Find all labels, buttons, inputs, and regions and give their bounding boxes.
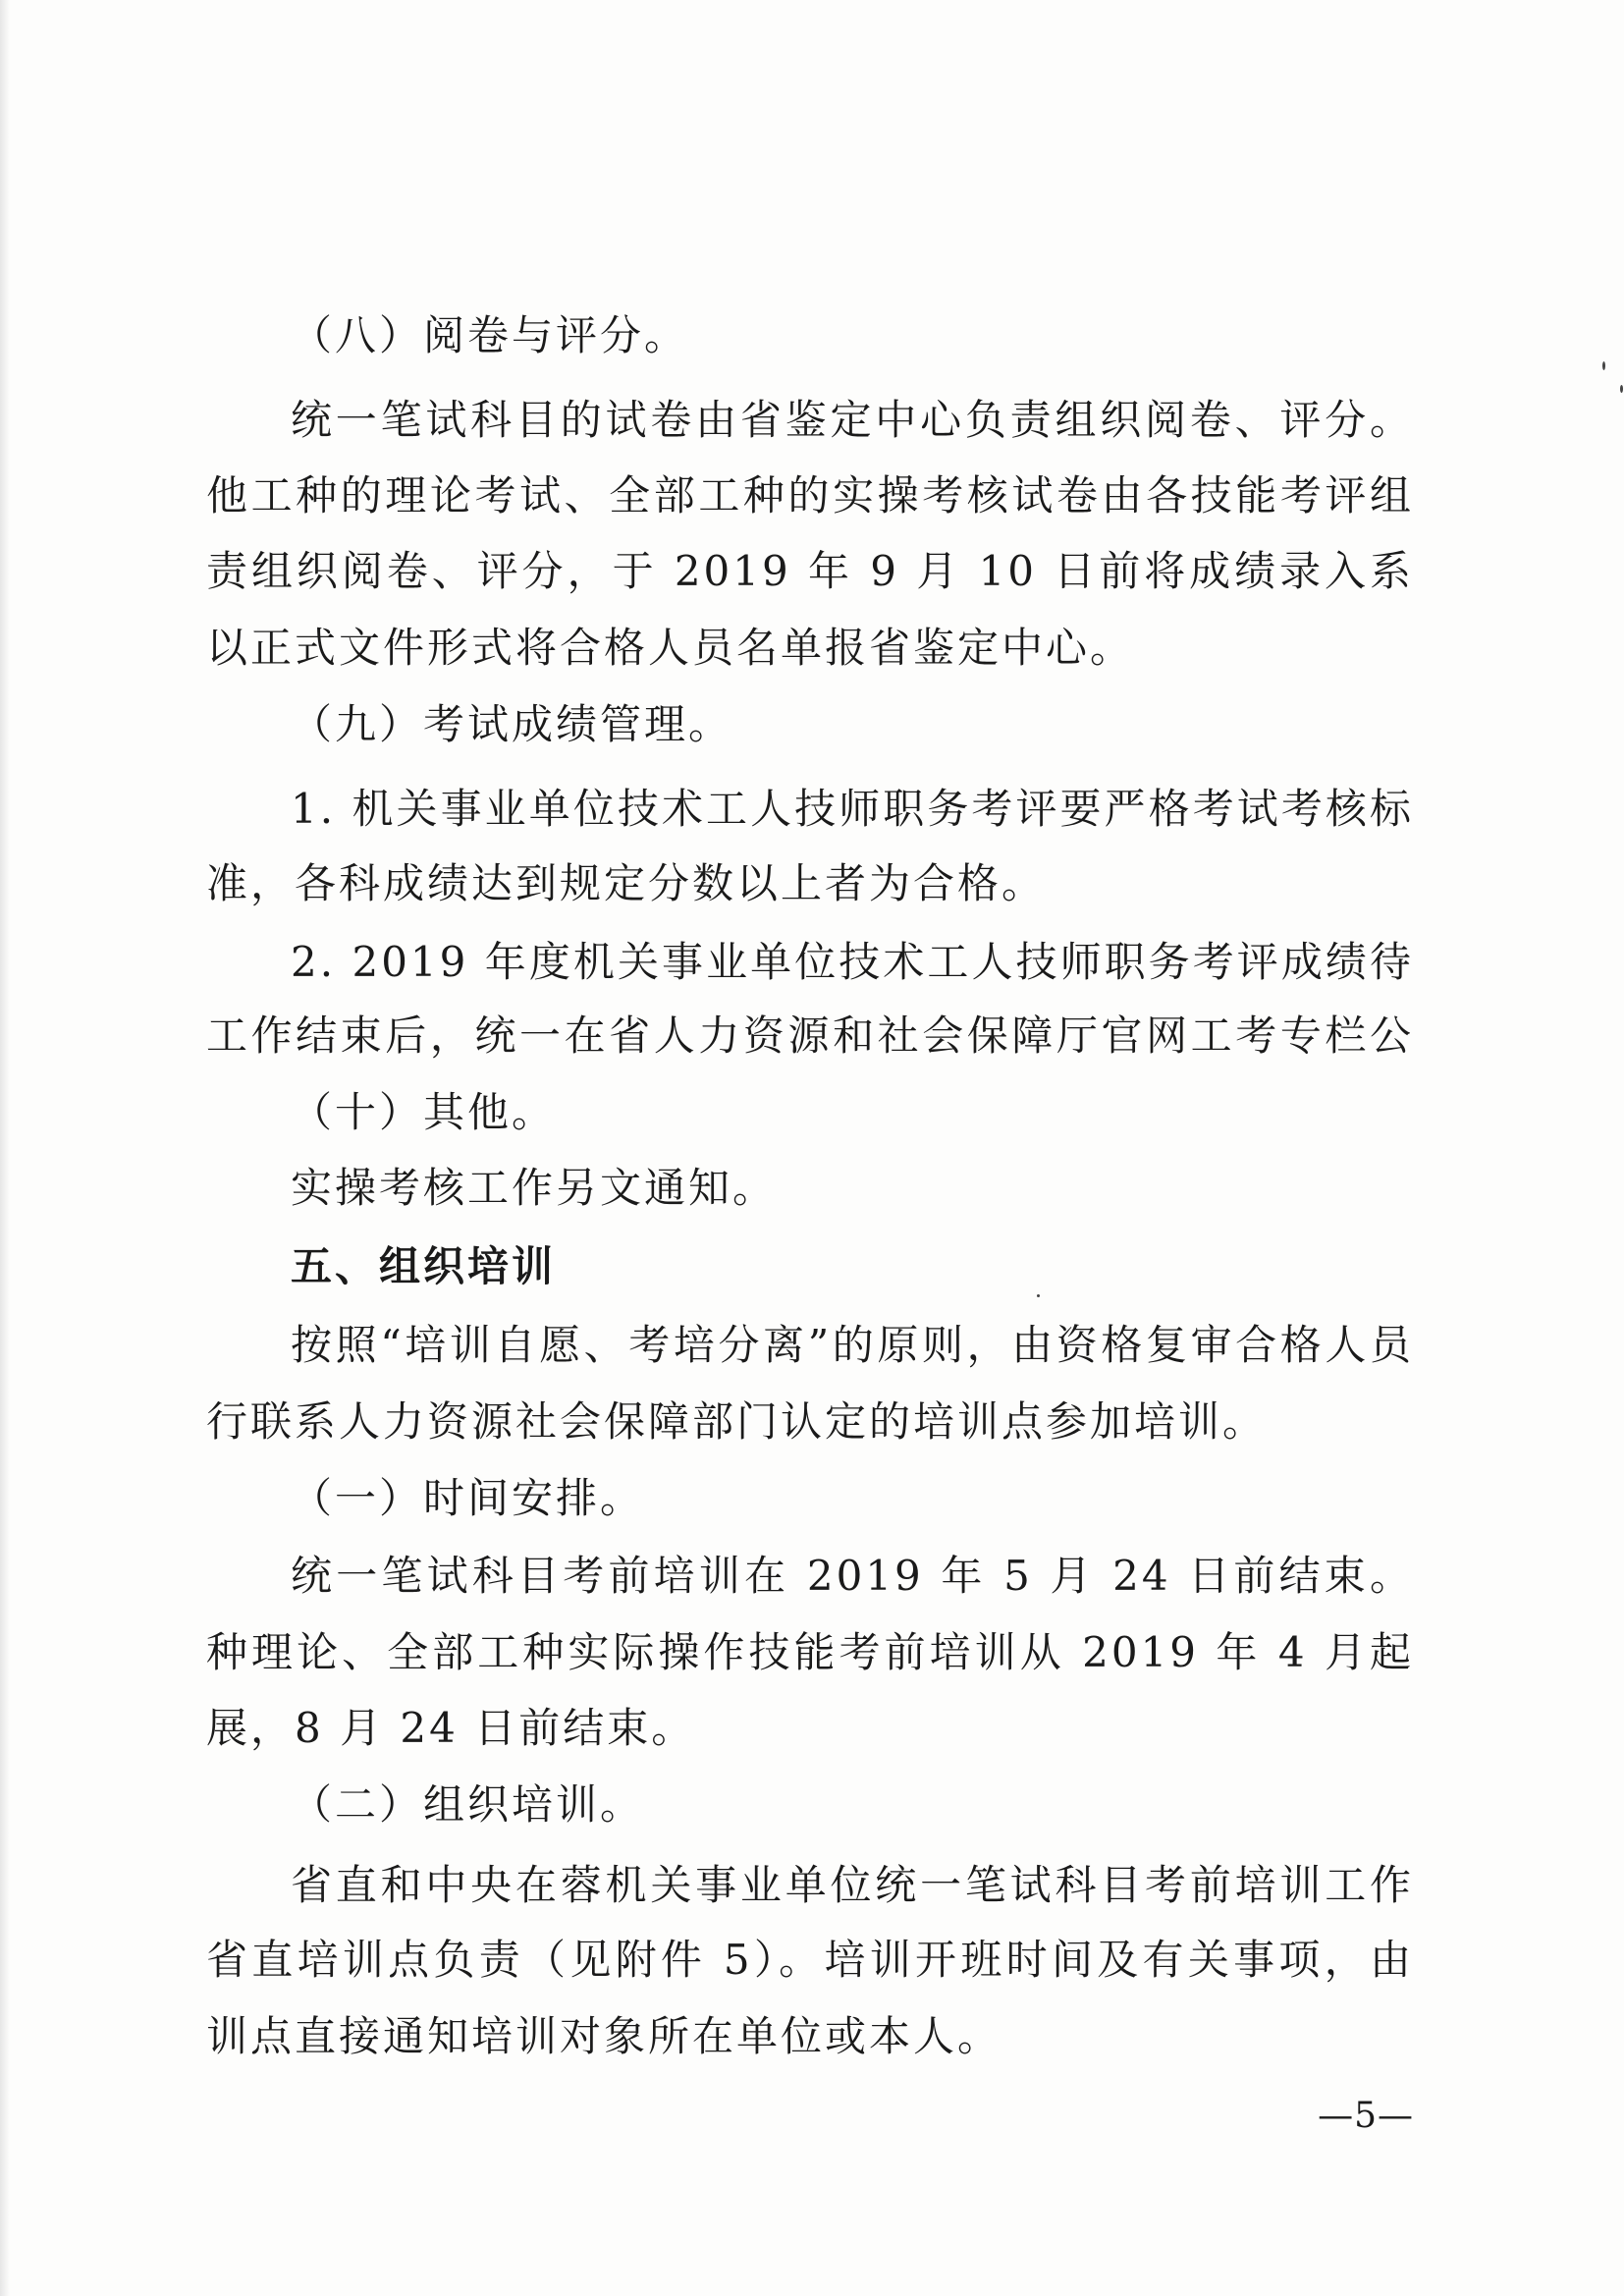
paragraph-line: 训点直接通知培训对象所在单位或本人。 <box>206 2012 1002 2060</box>
section-heading-2: （二）组织培训。 <box>291 1780 645 1829</box>
paragraph-line: 实操考核工作另文通知。 <box>291 1164 778 1212</box>
section-heading-10: （十）其他。 <box>291 1088 557 1136</box>
paragraph-line: 责组织阅卷、评分，于 2019 年 9 月 10 日前将成绩录入系 <box>206 547 1414 595</box>
scan-speck <box>1620 385 1623 393</box>
section-heading-1: （一）时间安排。 <box>291 1474 645 1522</box>
paragraph-line: 以正式文件形式将合格人员名单报省鉴定中心。 <box>206 624 1135 672</box>
paragraph-line: 他工种的理论考试、全部工种的实操考核试卷由各技能考评组 <box>206 471 1414 519</box>
paragraph-line: 统一笔试科目考前培训在 2019 年 5 月 24 日前结束。 <box>291 1552 1414 1600</box>
chapter-heading-5: 五、组织培训 <box>291 1242 557 1290</box>
paragraph-line: 统一笔试科目的试卷由省鉴定中心负责组织阅卷、评分。 <box>291 396 1414 444</box>
paragraph-line: 展，8 月 24 日前结束。 <box>206 1704 696 1752</box>
paragraph-line: 1. 机关事业单位技术工人技师职务考评要严格考试考核标 <box>291 785 1414 833</box>
scan-speck <box>1037 1294 1040 1297</box>
paragraph-line: 按照“培训自愿、考培分离”的原则，由资格复审合格人员 <box>291 1321 1414 1369</box>
paragraph-line: 省直培训点负责（见附件 5）。培训开班时间及有关事项，由 <box>206 1936 1414 1984</box>
section-heading-8: （八）阅卷与评分。 <box>291 311 689 359</box>
scan-edge-shadow <box>0 0 10 2296</box>
paragraph-line: 2. 2019 年度机关事业单位技术工人技师职务考评成绩待 <box>291 938 1414 986</box>
section-heading-9: （九）考试成绩管理。 <box>291 700 733 748</box>
paragraph-line: 种理论、全部工种实际操作技能考前培训从 2019 年 4 月起 <box>206 1628 1414 1676</box>
paragraph-line: 省直和中央在蓉机关事业单位统一笔试科目考前培训工作 <box>291 1861 1414 1909</box>
paragraph-line: 准，各科成绩达到规定分数以上者为合格。 <box>206 859 1047 907</box>
paragraph-line: 行联系人力资源社会保障部门认定的培训点参加培训。 <box>206 1397 1268 1446</box>
paragraph-line: 工作结束后，统一在省人力资源和社会保障厅官网工考专栏公 <box>206 1011 1414 1060</box>
page-number: —5— <box>1318 2096 1414 2136</box>
scan-speck <box>1602 361 1605 370</box>
